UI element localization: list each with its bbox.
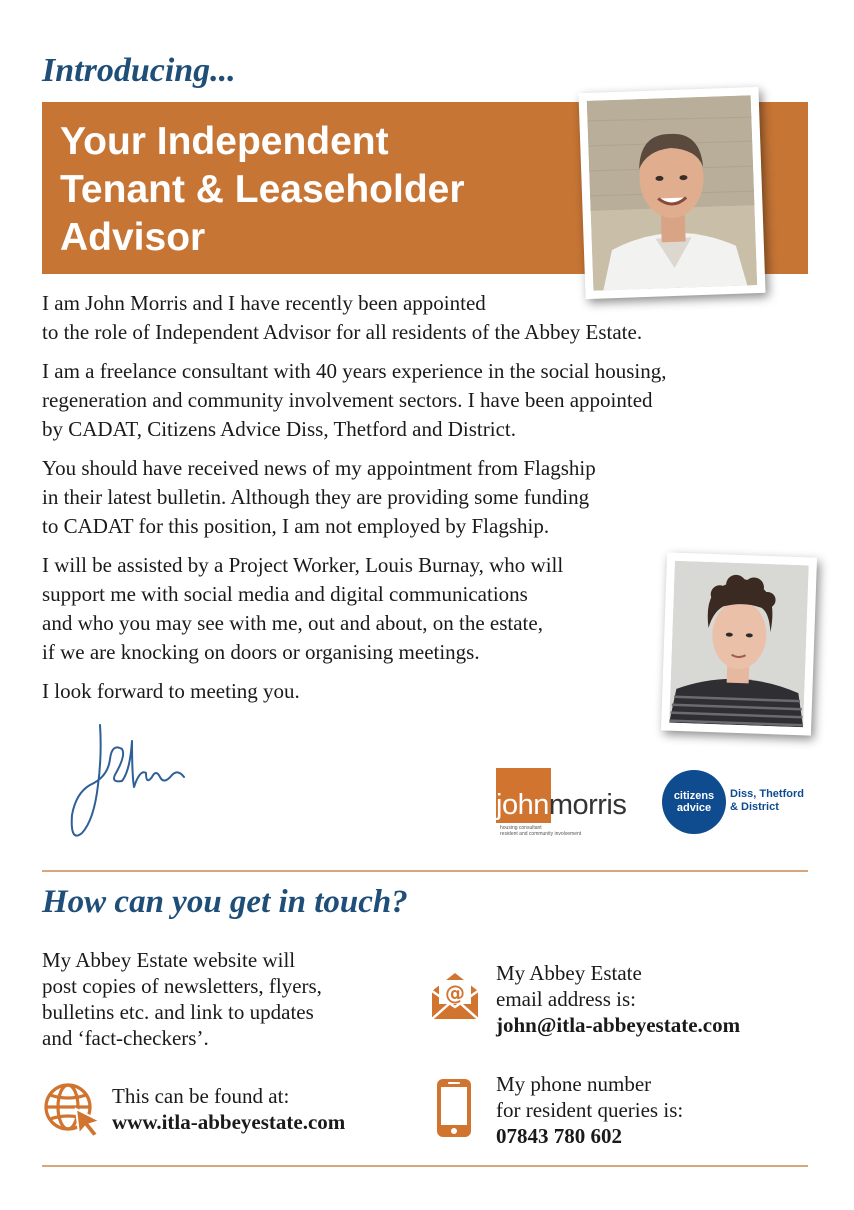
area-line: & District	[730, 801, 779, 813]
paragraph-intro	[42, 289, 642, 347]
text-line: and ‘fact-checkers’.	[42, 1026, 209, 1050]
svg-text:@: @	[445, 981, 465, 1005]
portrait-john-image	[587, 95, 758, 291]
text-line: bulletins etc. and link to updates	[42, 1000, 314, 1024]
email-link[interactable]: john@itla-abbeyestate.com	[496, 1013, 741, 1037]
website-description	[42, 947, 322, 1051]
area-line: Diss, Thetford	[730, 788, 804, 800]
banner-line: Advisor	[60, 216, 206, 259]
text-line: to CADAT for this position, I am not employed by Flagship.	[42, 514, 550, 538]
text-line: regeneration and community involvement sectors. I have been appointed	[42, 388, 653, 412]
text-line: to the role of Independent Advisor for all residents of the Abbey Estate.	[42, 320, 643, 344]
logo-morris: morris	[548, 789, 627, 821]
email-label: My Abbey Estate	[496, 961, 642, 985]
text-line: My Abbey Estate website will	[42, 948, 296, 972]
text-line: in their latest bulletin. Although they are providing some funding	[42, 485, 590, 509]
citizens-advice-logo	[662, 770, 822, 834]
text-line: if we are knocking on doors or organising meetings.	[42, 640, 480, 664]
paragraph-flagship	[42, 454, 596, 541]
website-block	[112, 1083, 345, 1135]
photo-john-morris	[578, 87, 765, 299]
signature-image	[60, 715, 200, 845]
phone-label: for resident queries is:	[496, 1098, 684, 1122]
text-line: and who you may see with me, out and about, on the estate,	[42, 611, 543, 635]
email-label: email address is:	[496, 987, 636, 1011]
john-morris-logo	[496, 768, 636, 840]
intro-heading: Introducing...	[42, 52, 236, 89]
phone-number[interactable]: 07843 780 602	[496, 1124, 622, 1148]
divider	[42, 870, 808, 872]
contact-heading: How can you get in touch?	[42, 884, 408, 920]
logo-tagline-line: housing consultant	[500, 825, 542, 831]
text-line: I am a freelance consultant with 40 years experience in the social housing,	[42, 359, 667, 383]
logo-john: john	[496, 789, 549, 821]
citizens-advice-badge	[662, 770, 726, 834]
text-line: support me with social media and digital communications	[42, 582, 528, 606]
mobile-phone-icon	[436, 1078, 472, 1138]
website-link[interactable]: www.itla-abbeyestate.com	[112, 1110, 346, 1134]
text-line: I am John Morris and I have recently been appointed	[42, 291, 486, 315]
signature	[60, 715, 200, 845]
globe-cursor-icon	[42, 1081, 104, 1137]
banner-title	[60, 118, 560, 262]
text-line: post copies of newsletters, flyers,	[42, 974, 322, 998]
paragraph-closing: I look forward to meeting you.	[42, 679, 300, 703]
phone-block	[496, 1071, 683, 1149]
email-block	[496, 960, 740, 1038]
logo-tagline	[500, 825, 581, 837]
logo-wordmark	[496, 789, 626, 822]
envelope-at-icon	[430, 969, 480, 1021]
website-label: This can be found at:	[112, 1084, 290, 1108]
portrait-louis-image	[669, 561, 809, 728]
paragraph-project-worker	[42, 551, 563, 667]
logo-tagline-line: resident and community involvement	[500, 831, 582, 837]
divider	[42, 1165, 808, 1167]
text-line: You should have received news of my appointment from Flagship	[42, 456, 596, 480]
banner-line: Tenant & Leaseholder	[60, 168, 465, 211]
badge-line: advice	[676, 802, 712, 814]
text-line: by CADAT, Citizens Advice Diss, Thetford and District.	[42, 417, 516, 441]
photo-louis-burnay	[661, 552, 817, 735]
citizens-advice-area	[730, 788, 804, 814]
phone-label: My phone number	[496, 1072, 652, 1096]
banner-line: Your Independent	[60, 120, 389, 163]
badge-line: citizens	[673, 790, 715, 802]
paragraph-experience	[42, 357, 667, 444]
text-line: I will be assisted by a Project Worker, Louis Burnay, who will	[42, 553, 564, 577]
